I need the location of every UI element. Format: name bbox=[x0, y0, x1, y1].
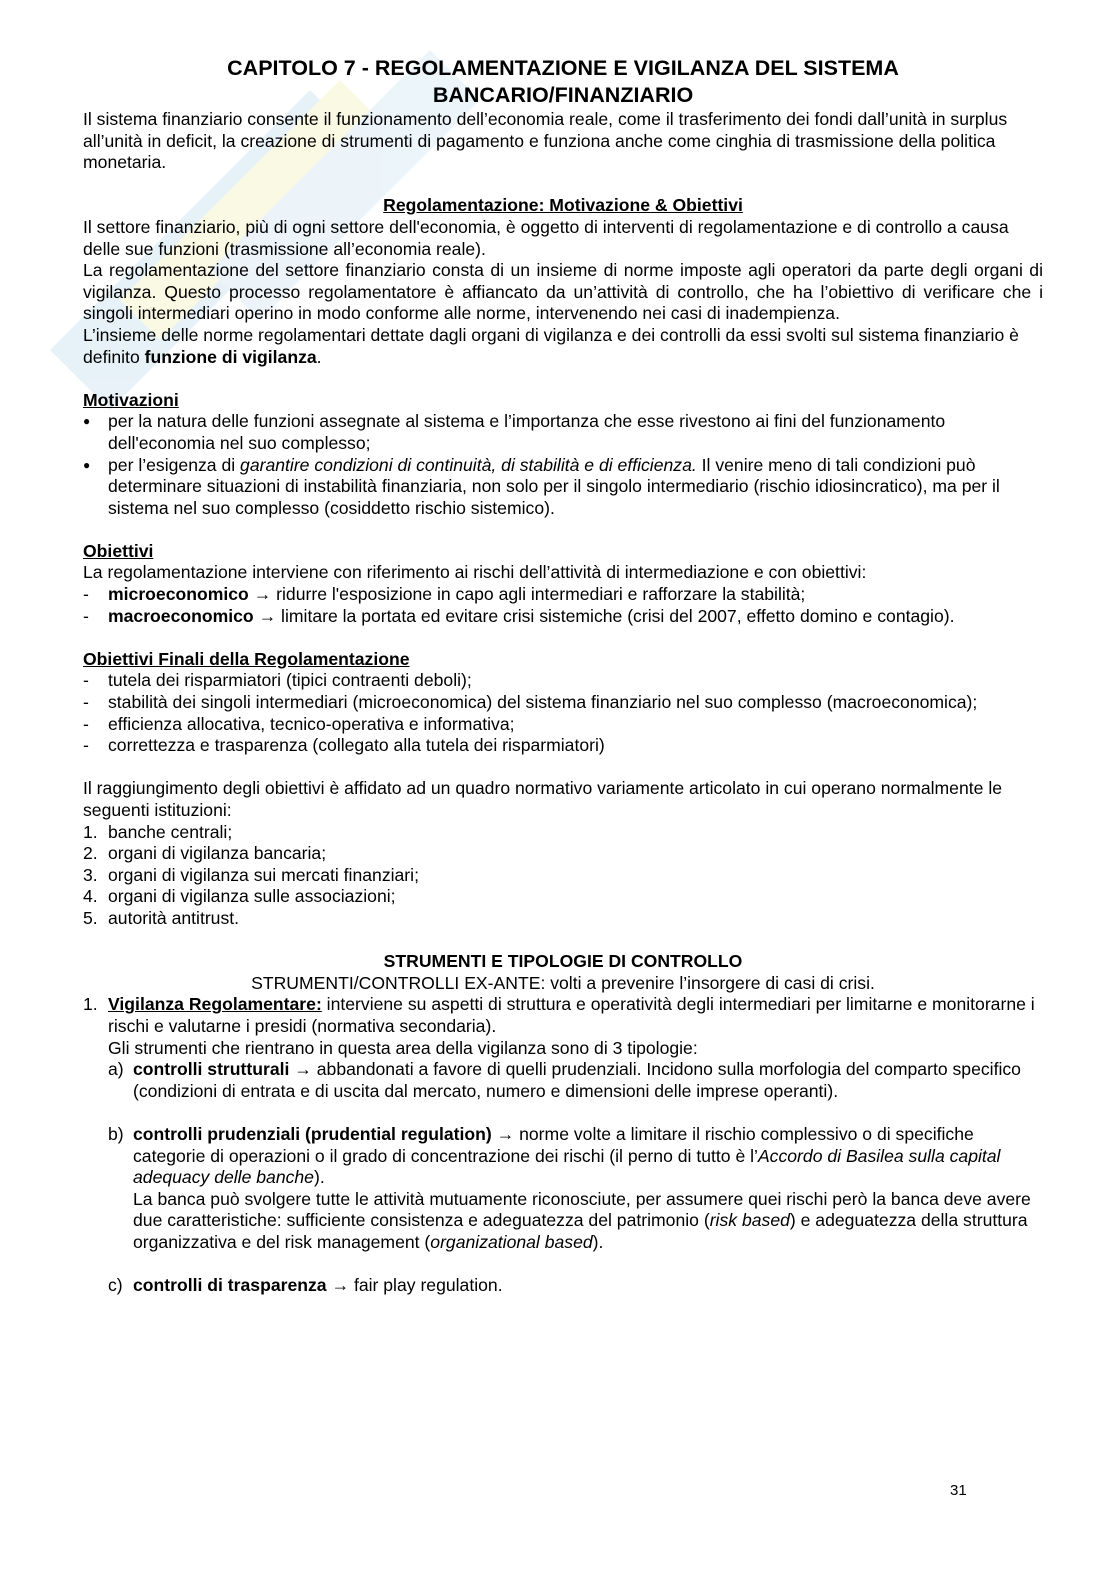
obiettivo-finale-4: correttezza e trasparenza (collegato alla tutela dei risparmiatori) bbox=[108, 735, 605, 756]
tipologie-intro: Gli strumenti che rientrano in questa area della vigilanza sono di 3 tipologie: bbox=[108, 1037, 698, 1058]
list-item bbox=[83, 735, 1043, 757]
chapter-title bbox=[83, 55, 1043, 109]
banca-text-3: ). bbox=[592, 1231, 604, 1252]
list-item bbox=[83, 843, 1043, 865]
istituzione-5: autorità antitrust. bbox=[108, 907, 240, 928]
controlli-prudenziali-end: ). bbox=[313, 1167, 325, 1188]
chapter-title-line2: BANCARIO/FINANZIARIO bbox=[432, 83, 694, 107]
list-item bbox=[83, 692, 1043, 714]
motivazione-2-post: Il venire meno di tali condizioni può determinare situazioni di instabilità finanziaria, non solo per il singolo intermediario (rischio idiosincratico), ma per il sistema nel suo complesso (cosiddetto rischio sistemico). bbox=[108, 454, 1000, 518]
list-item bbox=[83, 908, 1043, 930]
obiettivi-list bbox=[83, 584, 1043, 627]
controlli-prudenziali-term: controlli prudenziali (prudential regulation) bbox=[133, 1123, 492, 1144]
list-item bbox=[83, 411, 1043, 454]
controlli-prudenziali-text: → norme volte a limitare il rischio complessivo o di specifiche categorie di operazioni o il grado di concentrazione dei rischi (il perno di tutto è l’ bbox=[133, 1123, 974, 1166]
risk-based-term: risk based bbox=[709, 1210, 790, 1231]
dash-marker: - bbox=[83, 692, 89, 713]
reg-p3-text: L’insieme delle norme regolamentari dettate dagli organi di vigilanza e dei controlli da essi svolti sul sistema finanziario è definito bbox=[83, 324, 1019, 367]
organizational-based-term: organizational based bbox=[430, 1231, 593, 1252]
letter-marker: a) bbox=[108, 1059, 124, 1080]
istituzioni-list bbox=[83, 822, 1043, 930]
vigilanza-regolamentare-term: Vigilanza Regolamentare: bbox=[108, 994, 322, 1015]
number-marker: 1. bbox=[83, 821, 98, 842]
list-item bbox=[83, 886, 1043, 908]
list-item bbox=[108, 1275, 1043, 1297]
obiettivi-intro: La regolamentazione interviene con riferimento ai rischi dell’attività di intermediazione e con obiettivi: bbox=[83, 562, 867, 583]
macroeconomico-text: → limitare la portata ed evitare crisi sistemiche (crisi del 2007, effetto domino e contagio). bbox=[253, 605, 955, 626]
number-marker: 4. bbox=[83, 886, 98, 907]
istituzione-3: organi di vigilanza sui mercati finanziari; bbox=[108, 864, 419, 885]
list-item bbox=[83, 606, 1043, 628]
reg-paragraph-3 bbox=[83, 325, 1043, 368]
list-item bbox=[83, 822, 1043, 844]
banca-text-2: ) e adeguatezza della struttura organizzativa e del risk management ( bbox=[133, 1210, 1028, 1252]
intro-paragraph: Il sistema finanziario consente il funzionamento dell’economia reale, come il trasferimento dei fondi dall’unità in surplus all’unità in deficit, la creazione di strumenti di pagamento e funziona anche come cinghia di trasmissione della politica monetaria. bbox=[83, 109, 1008, 173]
obiettivi-finali-heading: Obiettivi Finali della Regolamentazione bbox=[83, 648, 410, 669]
accordo-basilea-ref: Accordo di Basilea sulla capital adequacy delle banche bbox=[133, 1145, 1001, 1188]
reg-paragraph-1: Il settore finanziario, più di ogni settore dell'economia, è oggetto di interventi di regolamentazione e di controllo a causa delle sue funzioni (trasmissione all’economia reale). bbox=[83, 216, 1009, 259]
strumenti-list bbox=[83, 994, 1043, 1296]
dash-marker: - bbox=[83, 713, 89, 734]
list-item bbox=[108, 1124, 1043, 1254]
funzione-vigilanza-term: funzione di vigilanza bbox=[144, 346, 317, 367]
list-item bbox=[83, 994, 1043, 1296]
strumenti-heading: STRUMENTI E TIPOLOGIE DI CONTROLLO bbox=[383, 951, 743, 972]
microeconomico-text: → ridurre l'esposizione in capo agli intermediari e rafforzare la stabilità; bbox=[248, 584, 806, 605]
istituzioni-intro: Il raggiungimento degli obiettivi è affidato ad un quadro normativo variamente articolato in cui operano normalmente le seguenti istituzioni: bbox=[83, 778, 1003, 820]
chapter-title-line1: CAPITOLO 7 - REGOLAMENTAZIONE E VIGILANZA DEL SISTEMA bbox=[227, 56, 899, 80]
controlli-strutturali-term: controlli strutturali bbox=[133, 1059, 290, 1080]
number-marker: 1. bbox=[83, 994, 98, 1015]
istituzione-4: organi di vigilanza sulle associazioni; bbox=[108, 886, 396, 907]
list-item bbox=[83, 584, 1043, 606]
number-marker: 3. bbox=[83, 864, 98, 885]
letter-marker: b) bbox=[108, 1123, 124, 1144]
motivazione-2-pre: per l’esigenza di bbox=[108, 454, 241, 475]
list-item bbox=[83, 670, 1043, 692]
motivazione-2-italic: garantire condizioni di continuità, di stabilità e di efficienza. bbox=[240, 454, 697, 475]
controlli-trasparenza-term: controlli di trasparenza bbox=[133, 1275, 327, 1296]
motivazioni-heading: Motivazioni bbox=[83, 389, 179, 410]
banca-paragraph bbox=[133, 1189, 1043, 1254]
microeconomico-term: microeconomico bbox=[108, 584, 249, 605]
obiettivo-finale-1: tutela dei risparmiatori (tipici contraenti deboli); bbox=[108, 670, 472, 691]
number-marker: 2. bbox=[83, 843, 98, 864]
obiettivo-finale-3: efficienza allocativa, tecnico-operativa e informativa; bbox=[108, 713, 515, 734]
dash-marker: - bbox=[83, 605, 89, 626]
reg-paragraph-2: La regolamentazione del settore finanziario consta di un insieme di norme imposte agli operatori da parte degli organi di vigilanza. Questo processo regolamentatore è affiancato da un’attività di controllo, che ha l’obiettivo di verificare che i singoli intermediari operino in modo conforme alle norme, intervenendo nei casi di inadempienza. bbox=[83, 260, 1043, 324]
number-marker: 5. bbox=[83, 907, 98, 928]
tipologie-list bbox=[108, 1059, 1043, 1297]
macroeconomico-term: macroeconomico bbox=[108, 605, 254, 626]
list-item bbox=[83, 455, 1043, 520]
obiettivo-finale-2: stabilità dei singoli intermediari (microeconomica) del sistema finanziario nel suo complesso (macroeconomica); bbox=[108, 692, 978, 713]
banca-text-1: La banca può svolgere tutte le attività mutuamente riconosciute, per assumere quei rischi però la banca deve avere due caratteristiche: sufficiente consistenza e adeguatezza del patrimonio ( bbox=[133, 1188, 1031, 1231]
obiettivi-heading: Obiettivi bbox=[83, 540, 154, 561]
motivazioni-list bbox=[83, 411, 1043, 519]
page-content bbox=[83, 55, 1043, 1297]
dash-marker: - bbox=[83, 735, 89, 756]
obiettivi-finali-list bbox=[83, 670, 1043, 756]
regolamentazione-heading: Regolamentazione: Motivazione & Obiettivi bbox=[383, 195, 743, 216]
list-item bbox=[83, 714, 1043, 736]
dash-marker: - bbox=[83, 584, 89, 605]
page-number: 31 bbox=[950, 1482, 967, 1499]
vigilanza-regolamentare-text: interviene su aspetti di struttura e operatività degli intermediari per limitarne e monitorarne i rischi e valutarne i presidi (normativa secondaria). bbox=[108, 994, 1035, 1036]
list-item bbox=[83, 865, 1043, 887]
letter-marker: c) bbox=[108, 1275, 123, 1296]
controlli-trasparenza-text: → fair play regulation. bbox=[326, 1275, 503, 1296]
dash-marker: - bbox=[83, 670, 89, 691]
istituzione-1: banche centrali; bbox=[108, 821, 233, 842]
reg-p3-end: . bbox=[316, 346, 322, 367]
strumenti-subheading: STRUMENTI/CONTROLLI EX-ANTE: volti a prevenire l’insorgere di casi di crisi. bbox=[251, 972, 875, 993]
istituzione-2: organi di vigilanza bancaria; bbox=[108, 843, 327, 864]
list-item bbox=[108, 1059, 1043, 1102]
controlli-strutturali-text: → abbandonati a favore di quelli prudenziali. Incidono sulla morfologia del comparto specifico (condizioni di entrata e di uscita dal mercato, numero e dimensioni delle imprese operanti). bbox=[133, 1059, 1021, 1101]
motivazione-1: per la natura delle funzioni assegnate al sistema e l’importanza che esse rivestono ai fini del funzionamento dell'economia nel suo complesso; bbox=[108, 411, 946, 453]
